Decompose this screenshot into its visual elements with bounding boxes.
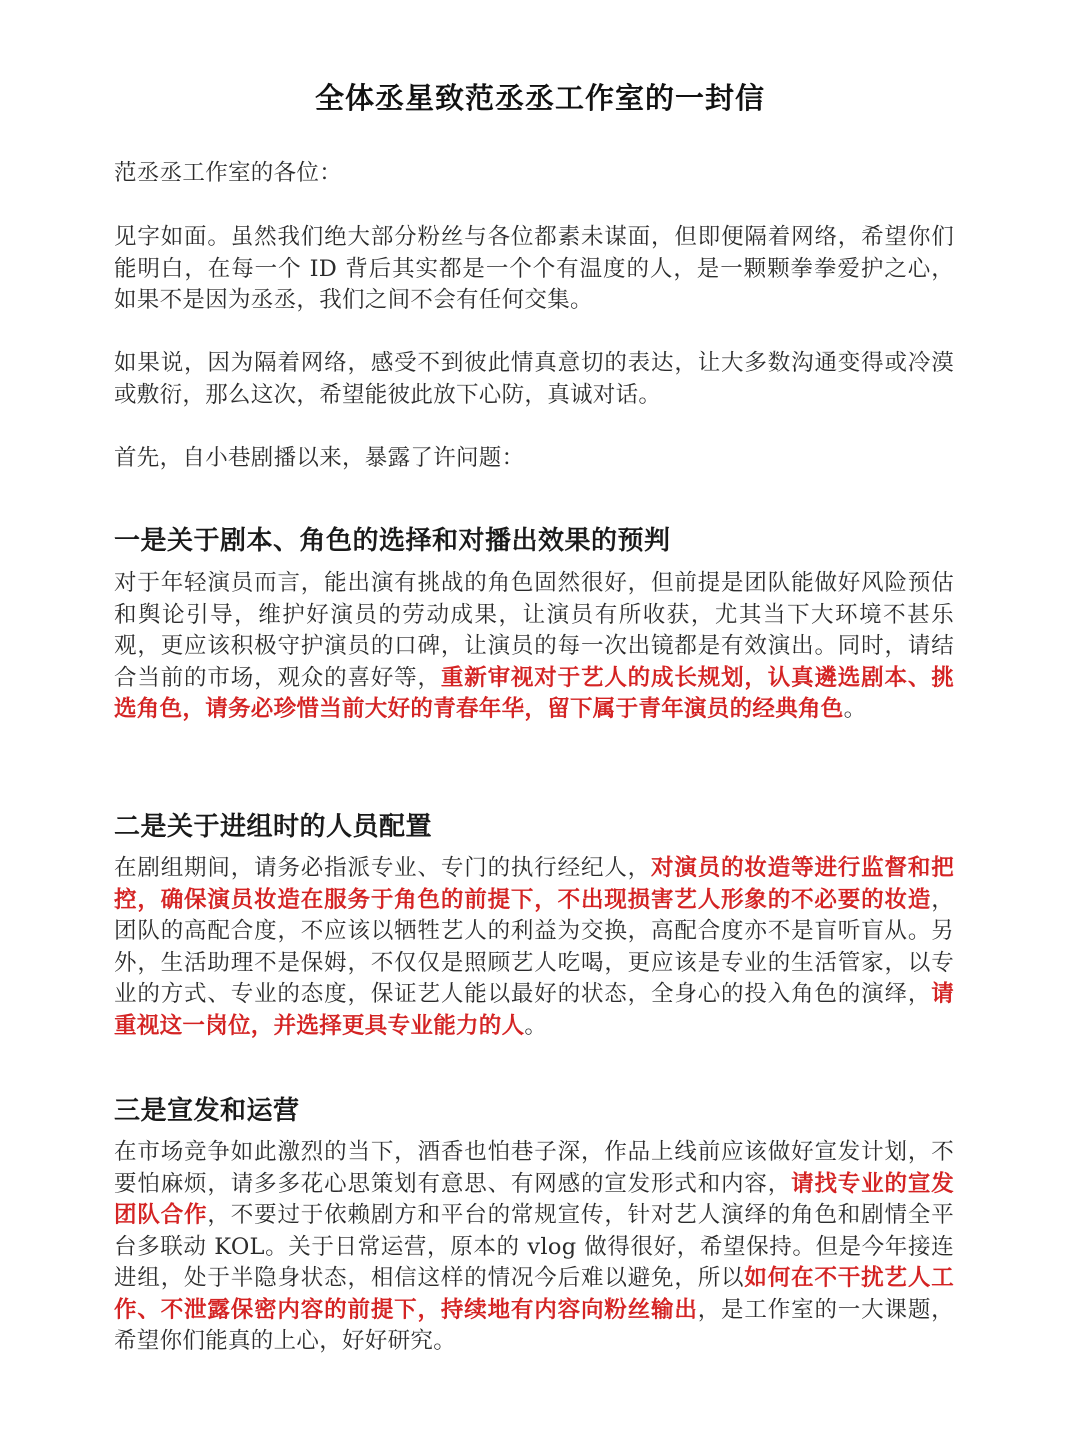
section-2-text-3: 。: [524, 1012, 548, 1039]
section-2-text-1: 在剧组期间，请务必指派专业、专门的执行经纪人，: [114, 855, 652, 881]
section-1-text-1: 对于年轻演员而言，能出演有挑战的角色固然很好，但前提是团队能做好风险预估和舆论引导，维护好演员的劳动成果，让演员有所收获，尤其当下大环境不甚乐观，更应该积极守护演员的口碑，让演员的每一次出镜都是有效演出。同时，请结合当前的市场，观众的喜好等，: [114, 570, 954, 691]
section-1-highlight-1: 重新审视对于艺人的成长规划，认真遴选剧本、挑选角色，请务必珍惜当前大好的青春年华，留下属于青年演员的经典角色: [114, 664, 955, 722]
section-2-text-2: ，团队的高配合度，不应该以牺牲艺人的利益为交换，高配合度亦不是盲听盲从。另外，生活助理不是保姆，不仅仅是照顾艺人吃喝，更应该是专业的生活管家，以专业的方式、专业的态度，保证艺人能以最好的状态，全身心的投入角色的演绎，: [114, 886, 954, 1007]
section-3-text-1: 在市场竞争如此激烈的当下，酒香也怕巷子深，作品上线前应该做好宣发计划，不要怕麻烦，请多多花心思策划有意思、有网感的宣发形式和内容，: [114, 1139, 954, 1197]
section-1-body: [114, 568, 954, 726]
section-2-highlight-1: 对演员的妆造等进行监督和把控，确保演员妆造在服务于角色的前提下，不出现损害艺人形象的不必要的妆造: [114, 855, 954, 913]
section-2-highlight-2: 请重视这一岗位，并选择更具专业能力的人: [114, 981, 954, 1039]
section-3-body: [114, 1137, 954, 1358]
section-1-text-2: 。: [843, 696, 867, 722]
section-3-text-2: ，不要过于依赖剧方和平台的常规宣传，针对艺人演绎的角色和剧情全平台多联动 KOL。关于日常运营，原本的 vlog 做得很好，希望保持。但是今年接连进组，处于半隐身状态，相信这样的情况今后难以避免，所以: [114, 1202, 955, 1291]
intro-paragraph-3: 首先，自小巷剧播以来，暴露了许问题：: [114, 445, 525, 471]
section-2-body: [114, 853, 954, 1042]
section-3-text-3: ，是工作室的一大课题，希望你们能真的上心，好好研究。: [114, 1296, 954, 1354]
section-3-highlight-2: 如何在不干扰艺人工作、不泄露保密内容的前提下，持续地有内容向粉丝输出: [114, 1265, 954, 1323]
letter-title: 全体丞星致范丞丞工作室的一封信: [314, 81, 765, 115]
section-1-heading: 一是关于剧本、角色的选择和对播出效果的预判: [114, 526, 671, 556]
salutation: 范丞丞工作室的各位：: [114, 160, 343, 186]
section-2-heading: 二是关于进组时的人员配置: [114, 812, 433, 842]
section-3-highlight-1: 请找专业的宣发团队合作: [114, 1170, 954, 1228]
section-3-heading: 三是宣发和运营: [114, 1096, 300, 1126]
intro-paragraph-1: 见字如面。虽然我们绝大部分粉丝与各位都素未谋面，但即便隔着网络，希望你们能明白，在每一个 ID 背后其实都是一个个有温度的人，是一颗颗拳拳爱护之心，如果不是因为丞丞，我们之间不会有任何交集。: [114, 224, 954, 313]
intro-paragraph-2: 如果说，因为隔着网络，感受不到彼此情真意切的表达，让大多数沟通变得或冷漠或敷衍，那么这次，希望能彼此放下心防，真诚对话。: [114, 350, 954, 408]
